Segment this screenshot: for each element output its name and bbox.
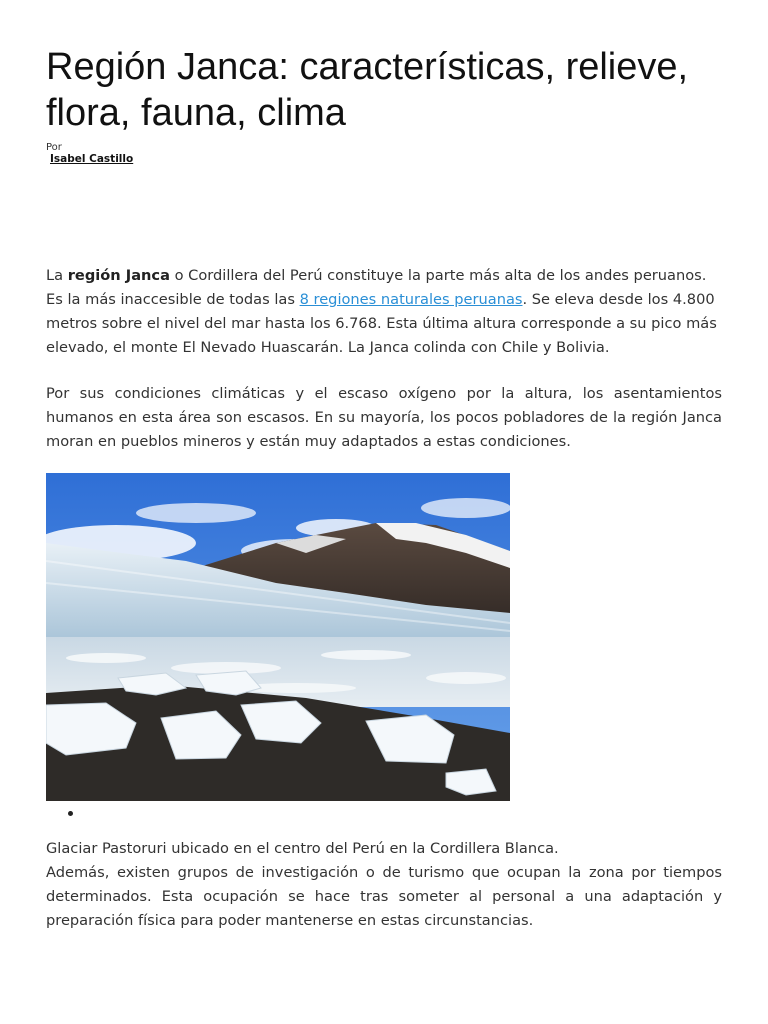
- photo-caption: Glaciar Pastoruri ubicado en el centro del Perú en la Cordillera Blanca.: [46, 840, 559, 857]
- climate-paragraph: Por sus condiciones climáticas y el escaso oxígeno por la altura, los asentamientos humanos en esta área son escasos. En su mayoría, los pocos pobladores de la región Janca moran en pueblos mineros y están muy adaptados a estas condiciones.: [46, 385, 722, 450]
- author-link[interactable]: Isabel Castillo: [50, 153, 134, 165]
- intro-text-3: . Se eleva desde los 4.800 metros sobre el nivel del mar hasta los 6.768. Esta última altura corresponde a su pico más elevado, el monte El Nevado Huascarán. La Janca colinda con Chile y Bolivia.: [46, 291, 717, 356]
- intro-text-1: La: [46, 267, 68, 284]
- intro-text-2: o Cordillera del Perú constituye la parte más alta de los andes peruanos. Es la más inaccesible de todas las: [46, 267, 707, 308]
- byline-label: Por: [46, 142, 62, 153]
- article-title: Región Janca: características, relieve, flora, fauna, clima: [46, 46, 689, 134]
- list-bullet: [68, 811, 73, 816]
- intro-bold-term: región Janca: [67, 267, 170, 284]
- research-paragraph: Además, existen grupos de investigación o de turismo que ocupan la zona por tiempos determinados. Esta ocupación se hace tras someter al personal a una adaptación y preparación física para poder mantenerse en estas circunstancias.: [46, 864, 722, 929]
- intro-paragraph: [46, 264, 722, 360]
- glacier-photo: [46, 473, 510, 801]
- regions-link[interactable]: 8 regiones naturales peruanas: [299, 291, 523, 308]
